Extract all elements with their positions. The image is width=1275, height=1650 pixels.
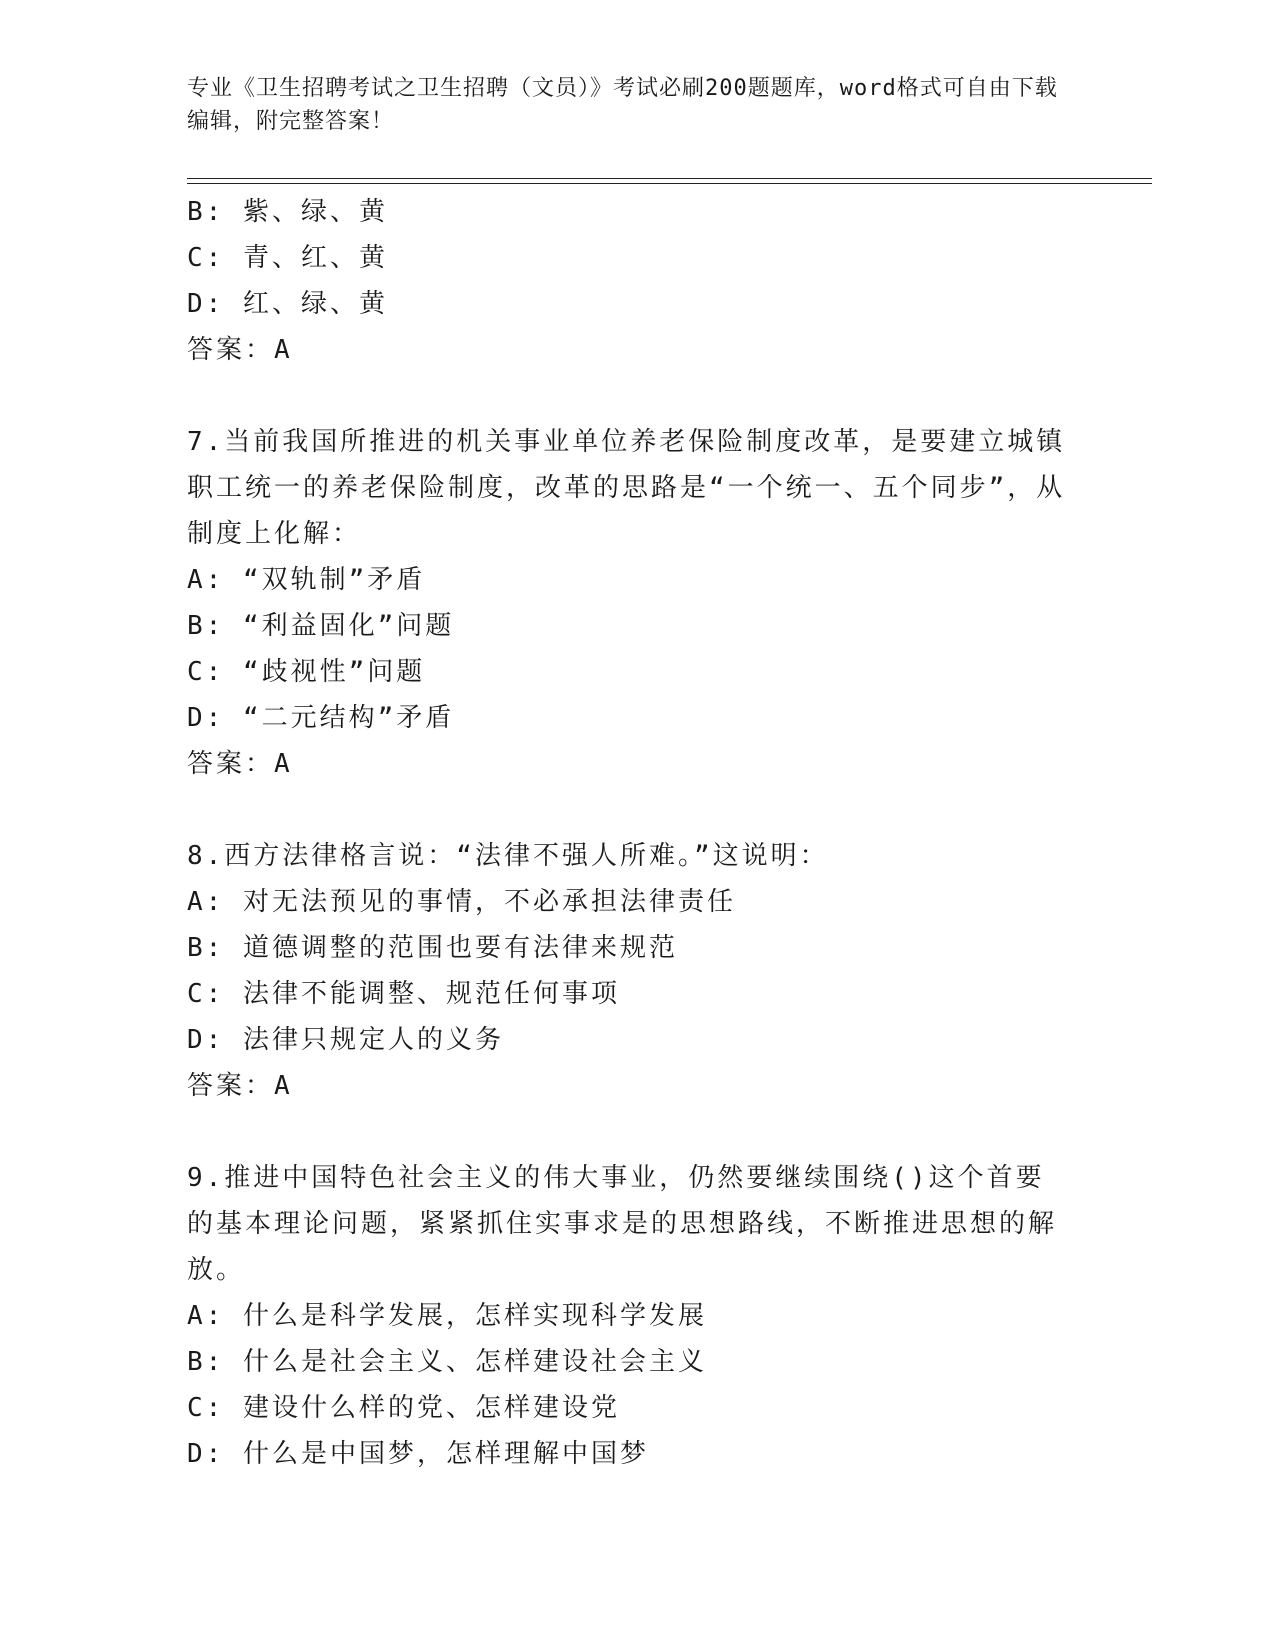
- option-b: B: 紫、绿、黄: [187, 197, 388, 227]
- option-b: B: 道德调整的范围也要有法律来规范: [187, 933, 678, 963]
- header-divider-top: [187, 178, 1152, 179]
- option-d: D: 法律只规定人的义务: [187, 1025, 504, 1055]
- answer-line: 答案：A: [187, 335, 293, 365]
- option-a: A: “双轨制”矛盾: [187, 565, 426, 595]
- option-b: B: “利益固化”问题: [187, 611, 455, 641]
- option-c: C: 法律不能调整、规范任何事项: [187, 979, 620, 1009]
- document-header: 专业《卫生招聘考试之卫生招聘（文员）》考试必刷200题题库，word格式可自由下载编辑，附完整答案！: [187, 76, 1058, 134]
- spacer: [187, 787, 1067, 833]
- spacer: [187, 373, 1067, 419]
- option-d: D: “二元结构”矛盾: [187, 703, 455, 733]
- question-9-block: [187, 1155, 1067, 1477]
- question-text: 8.西方法律格言说：“法律不强人所难。”这说明：: [187, 841, 829, 871]
- option-a: A: 什么是科学发展，怎样实现科学发展: [187, 1301, 707, 1331]
- question-text: 7.当前我国所推进的机关事业单位养老保险制度改革，是要建立城镇职工统一的养老保险制度，改革的思路是“一个统一、五个同步”，从制度上化解：: [187, 427, 1066, 549]
- question-content: [187, 189, 1067, 1477]
- question-text: 9.推进中国特色社会主义的伟大事业，仍然要继续围绕()这个首要的基本理论问题，紧紧抓住实事求是的思想路线，不断推进思想的解放。: [187, 1163, 1058, 1285]
- answer-line: 答案：A: [187, 1071, 293, 1101]
- spacer: [187, 1109, 1067, 1155]
- question-8-block: [187, 833, 1067, 1109]
- option-c: C: “歧视性”问题: [187, 657, 426, 687]
- question-6-block: [187, 189, 1067, 373]
- option-b: B: 什么是社会主义、怎样建设社会主义: [187, 1347, 707, 1377]
- header-divider-bottom: [187, 183, 1152, 184]
- question-7-block: [187, 419, 1067, 787]
- option-a: A: 对无法预见的事情，不必承担法律责任: [187, 887, 736, 917]
- option-c: C: 建设什么样的党、怎样建设党: [187, 1393, 620, 1423]
- option-d: D: 什么是中国梦，怎样理解中国梦: [187, 1439, 649, 1469]
- answer-line: 答案：A: [187, 749, 293, 779]
- option-c: C: 青、红、黄: [187, 243, 388, 273]
- option-d: D: 红、绿、黄: [187, 289, 388, 319]
